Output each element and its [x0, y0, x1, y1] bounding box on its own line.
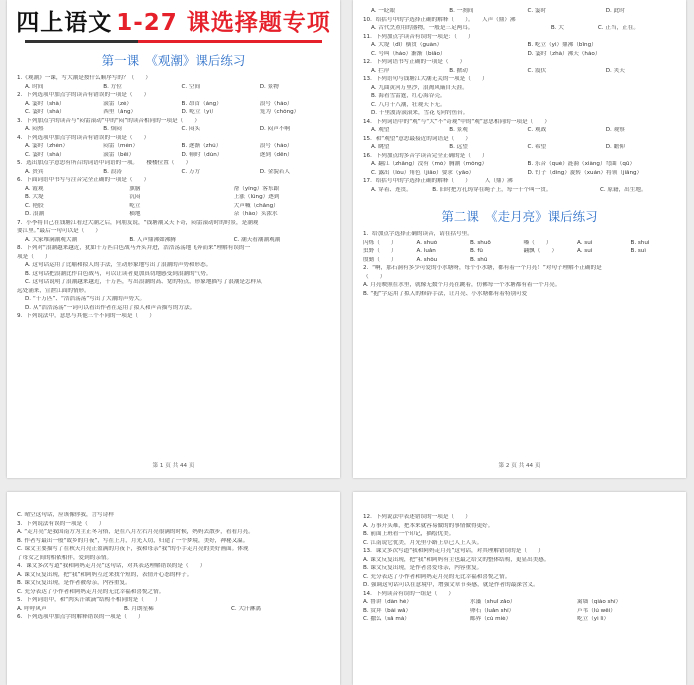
question: 1.《观潮》一课，写大潮是按什么顺序写的？（ ）: [17, 75, 151, 81]
options-row: [17, 101, 330, 110]
question-continued: 项是（ ）: [17, 253, 51, 260]
options-row: [363, 170, 676, 179]
option: A. 九曲黄河万里沙，浪淘风簸自天涯。: [371, 84, 468, 91]
document-page-3: [7, 492, 340, 685]
pinyin-word: 嗓（ ）: [523, 239, 552, 246]
option: A. 穿着、连贯。: [371, 186, 412, 193]
option: A. 霞观: [25, 185, 44, 192]
option: A. 时间: [25, 83, 44, 90]
options-row: [363, 144, 676, 153]
option: 篱墙（qiáo shí）: [577, 599, 622, 605]
option: 上涨（lǜng）逐到: [233, 194, 280, 200]
options-row: [363, 8, 676, 17]
options-row: [17, 109, 330, 118]
option: B. 掀动: [449, 67, 468, 74]
option: A. shuò: [416, 239, 438, 246]
option: C. 闷头: [181, 126, 201, 132]
option: C. 撒么（sǎ mà）: [363, 616, 410, 622]
options-row: [363, 127, 676, 136]
option: A. 鲁讲（dàn hé）: [363, 599, 412, 605]
options-row: [363, 248, 676, 257]
option: B. shuō: [470, 239, 491, 246]
option: A. 闷热: [25, 126, 44, 132]
option: A. 这句话运用了比喻和拟人的手法，生动形象地写出了浪潮的声势和形态。: [25, 262, 212, 268]
question: 13．课文多次写道“我和阿妈走月亮”这句话，对其理解错误的是（ ）: [363, 548, 544, 554]
options-row: [363, 25, 676, 34]
option-continued: 了母女之间的相依相伴，爱到的亲情。: [17, 554, 113, 561]
option: B. 课文反复出现，是作者喜爱母亲，内容重复。: [363, 565, 483, 571]
option: B. shū: [470, 256, 488, 263]
option: C. 空间: [181, 83, 201, 90]
document-page-4: [353, 492, 686, 685]
lesson-title: 第一课 《观潮》课后练习: [101, 53, 246, 68]
question: 4．下列选项中加点字的读音有错误的一项是（ ）: [17, 134, 150, 141]
option: A. 霎时（zhèn）: [25, 143, 69, 149]
option: A. 课文反复出现，把“我”和阿妈互过来找个短的，表情开心态的样子。: [17, 571, 193, 578]
option: D. 浪潮: [25, 211, 45, 217]
option: B. 前面上班看一个印记，描绘优美。: [363, 531, 455, 537]
options-row: [17, 143, 330, 152]
question: 17．给括号中的字选择正确的解释（ ） 人（鼎）沸: [363, 178, 513, 184]
option: D. 强调这句话可以在意境中，增强文章节奏感，就是作者的最深含义。: [363, 582, 539, 588]
option: C. 潮天看潮潮观潮: [233, 236, 281, 243]
question: 13．下列语句与钱塘江大潮无关的一项是（ ）: [363, 76, 488, 82]
option: B. 这句话把浪潮比作白色战马，可以让读者更加真切地感受到浪潮的气势。: [25, 270, 212, 277]
option: D. 景物: [259, 83, 279, 90]
option: A. 月亮映照在水里，就像无数个月亮在跳着，仿佛每一个水塘都有着一个月亮。: [363, 282, 561, 288]
option: D. 顿时（dùn）: [181, 151, 223, 158]
option: C. 万方: [181, 168, 201, 175]
options-row: [17, 203, 330, 212]
option: B. 昂首（áng）: [181, 100, 222, 107]
page-title-banner: [17, 0, 330, 40]
options-row: [363, 608, 676, 617]
option: B. 一刹间: [449, 8, 474, 14]
options-row: [17, 606, 330, 615]
question: 2．“啊，那石洞有多少可爱的小水塘呀，每个小水塘，都有着一个月亮！”对句子理解不正确的是: [363, 265, 602, 271]
option: A. 大家堆满潮观大潮: [25, 236, 78, 243]
option: 卵石（luǎn shí）: [470, 607, 515, 614]
option: 逐到（dēn）: [259, 151, 293, 158]
option: A. 一眨眼: [371, 8, 396, 14]
options-row: [17, 211, 330, 220]
option: B. 大堤: [25, 194, 44, 200]
option: B. 景观: [449, 127, 468, 133]
question: 6．下面词语中书写与注音完全正确的一项是（ ）: [17, 177, 150, 183]
option: C. 号叫（háo）渐渐（biāo）: [371, 50, 446, 57]
option: C. 霎时（shà）: [25, 109, 65, 115]
option: A. “走月亮”是我国南方为主正冬习俗，是在八月左右月亮很满的时候，妈妈去散步，看看月亮。: [17, 529, 254, 535]
option: 滚雷（bēi）: [103, 151, 135, 158]
pinyin-word: 殷勤（ ）: [363, 256, 397, 263]
option: C. 正当，正在。: [597, 25, 639, 31]
question: 3．下列加点字的读音与“闷雷滚动”中的“闷”的读音相同的一项是（ ）: [17, 117, 200, 124]
page-title-highlight: 1-27 课选择题专项: [116, 9, 331, 36]
option: D. 屹立（yì）: [181, 109, 217, 115]
option: B. 屹立（yì）鼎沸（bīng）: [527, 42, 597, 48]
question: 2．下列选项中加点字的读音有错误的一项是（ ）: [17, 92, 150, 98]
option: 浪号（háo）: [259, 143, 293, 149]
options-row: [363, 240, 676, 249]
option: B. 赏拜（bài wǎ）: [363, 607, 412, 614]
option: C. 八月十八潮，壮观天下无。: [371, 101, 446, 108]
question: 3．下列说法有误的一项是（ ）: [17, 520, 105, 527]
options-row: [363, 257, 676, 266]
option: 屹立（yì lì）: [577, 616, 610, 622]
pinyin-word: 闪烁（ ）: [363, 239, 397, 246]
option: 邮界（cù miè）: [470, 616, 512, 622]
page-title-main: 四上语文: [16, 9, 113, 36]
option: C. 原籍，出生地。: [599, 186, 647, 193]
options-row: [17, 152, 330, 161]
option: A. 呼呼风声: [17, 605, 47, 612]
option: B. fǔ: [470, 248, 483, 254]
question: 6．下列选项中加点字的解释错误的一项是（ ）: [17, 614, 144, 620]
option: A. luǎn: [416, 248, 436, 254]
options-row: [363, 51, 676, 60]
question: 11．下列加点字读音有误的一项是：（ ）: [363, 33, 474, 40]
option: C. 大汗淋漓: [231, 605, 261, 612]
question: 1．给加点字选择正确的读音，请在括号里。: [363, 231, 473, 237]
option: A. 霎时（shà）: [25, 100, 65, 107]
option: A. 眺望: [371, 144, 390, 150]
document-page-1: [7, 0, 340, 478]
pinyin-word: 翻飘（ ）: [523, 248, 558, 254]
option: 沉闷: [129, 194, 141, 200]
option: D. “千万匹”、“浩浩荡荡”写出了大潮的声势大。: [25, 296, 146, 302]
option: D. 观察: [605, 127, 625, 133]
option: C. 艳胶: [25, 202, 44, 209]
options-row: [17, 194, 330, 203]
options-row: [363, 42, 676, 51]
option: A. 万事开头难，把本来就容易做的的事情做得更好。: [363, 522, 494, 529]
option: D. 钉子（dìng）旋转（xuán）将领（jiāng）: [527, 169, 643, 176]
options-row: [363, 616, 676, 625]
pinyin-word: 虫野（ ）: [363, 248, 397, 254]
question-continued: （ ）: [363, 273, 386, 280]
option: B. 旧时把方孔铸穿在绳子上，每一千个叫一贯。: [432, 186, 552, 193]
option: B. 课文反复出现，是作者被母亲，内容重复。: [17, 580, 131, 586]
option: D. 千里波涛滚滚来，雪花飞向钓鱼台。: [371, 110, 469, 116]
question: 14．下列词语中的“观”与“大”不“奇观”中的“观”意思相同的一项是（ ）: [363, 118, 550, 125]
option: C. 充分表达了小作者和阿妈走月亮的无比幸福和喜悦之情。: [363, 573, 511, 580]
option: B. shuì: [630, 239, 650, 246]
option: 横地: [129, 211, 141, 217]
option: A. suì: [577, 239, 593, 246]
option: B. 大: [550, 25, 564, 31]
text-line: C. 晴空这句话，应该像你我，言写诗样: [17, 512, 114, 518]
option-continued: 远处涌来，宣泄江面的情形。: [17, 287, 90, 294]
options-row: [363, 161, 676, 170]
option: 芦苇（lú wěi）: [577, 607, 616, 614]
question-continued: 要江里。”最后一句可以是（ ）: [17, 228, 102, 234]
question: 12．下列说法中表述错误的一项是（ ）: [363, 514, 471, 520]
option: D. 金貌若人: [259, 168, 290, 175]
option: B. 方位: [103, 83, 122, 90]
question: 5．选出加点字意思有所召的词语中词语的一项。 楼楼位置（ ）: [17, 160, 192, 166]
option: D. 瞻仰: [605, 144, 625, 150]
option: B. 海看雪雷霆，红心海谷壳。: [371, 93, 446, 99]
options-row: [17, 84, 330, 93]
option: A. 大堤（dī）横贯（guàn）: [371, 42, 443, 48]
question: 8．下列对“浪潮越来越近，犹如千万匹白色战马齐头并进，浩浩荡荡地飞奔而来”理解有误的一: [17, 245, 251, 251]
option: B. 月朗星稀: [124, 605, 154, 612]
options-row: [17, 186, 330, 195]
option: C. 希望: [527, 144, 547, 150]
option: B. “抱”字运用了拟人的修辞手法，让月亮、小水塘都有着特别可爱: [363, 290, 528, 297]
option: A. shǒu: [416, 256, 438, 263]
question: 5．下列词语中，和“肉头汗欲滴”结构不相同的是（ ）: [17, 597, 161, 603]
question: 7．小李将自己在钱塘江看过大潮之后，向朋友说，“钱塘潮又天下奇，闷雷滚动时的时景，是潮观: [17, 219, 259, 226]
option: C. 霎时: [527, 8, 547, 14]
option: A. 翻江（zhǎng）没有（mò）胸潮（mǒng）: [371, 161, 488, 167]
option: B. 逐渐（zhú）: [181, 143, 222, 149]
option: B. 远望: [449, 144, 468, 150]
option: B. 作者写最出一般“故乡的月夜”，写在上月，月光人切，归途了一个梦境，美好，神秘又温。: [17, 537, 249, 544]
question: 14．下列读音有误的一组是（ ）: [363, 590, 455, 597]
question: 9．下列说法中，意思与其他三个不同的一项是（ ）: [17, 313, 155, 319]
option: A. 观望: [371, 127, 390, 133]
option: C. 观战: [527, 127, 547, 133]
question: 16．下列加点的多音字读音完全正确的是（ ）: [363, 152, 488, 159]
option: C. 课文主要描写了在秋天月亮正盈满的月夜下，我和母亲“我”的小手走月亮的美好画面。体现: [17, 546, 249, 552]
options-row: [17, 169, 330, 178]
title-underline: [25, 40, 322, 43]
question: 15．和“观望”意思最接近的词语是（ ）: [363, 135, 472, 142]
options-row: [17, 126, 330, 135]
question: 12．下列词语书写正确的一项是（ ）: [363, 59, 466, 65]
option: C. 震伏: [527, 67, 547, 74]
option: 闷雷（mèn）: [103, 143, 139, 149]
option: 水藻（shuǐ zǎo）: [470, 599, 516, 605]
option: 浪号（háo）: [259, 100, 293, 107]
options-row: [363, 187, 676, 196]
option: 帮（yíng）客东跟: [233, 185, 280, 192]
option: 杂（hào）头浓水: [233, 211, 278, 217]
option: A. suì: [577, 248, 593, 254]
page-number: 第 1 页 共 44 页: [152, 463, 195, 469]
question: 4．课文多次写道“我和阿妈走月亮”这句话，对其表达理解错误的是（ ）: [17, 563, 206, 569]
option: A. 古代烹煮用的器物，一般是三足两耳。: [371, 25, 474, 31]
option: 西里（ǎng）: [103, 109, 137, 115]
option: D. 夹天: [605, 67, 625, 74]
option: A. 课文反复出现，把“我”和阿妈有主也最之给文的整体结构，更显出美感。: [363, 556, 550, 563]
option: D. 闷声不响: [259, 126, 290, 132]
option: D. 此时: [605, 8, 625, 14]
option: D. 霎时（zhà）沸天（háo）: [527, 50, 601, 57]
option: C. 充分表达了小作者和阿妈走月亮的无比幸福和喜悦之情。: [17, 588, 165, 595]
option: B. 烦闷: [103, 126, 122, 132]
option: D. 从“浩浩荡荡”一词可以看出作者在运用了拟人和声音描写的方法。: [25, 304, 196, 311]
option: C. 露出（lòu）角色（jiǎo）要求（yāo）: [371, 169, 475, 176]
question: 10．给括号中的字选择正确的解释（ ）。 人声（鼎）沸: [363, 16, 516, 23]
option: 笼为（chǒng）: [259, 109, 300, 115]
document-page-2: [353, 0, 686, 478]
option: 旗脑: [129, 185, 141, 192]
option: C. 江南说它优美，月光里小路上草已人上人头。: [363, 539, 483, 546]
option: B. 人声鼎沸如沸腾: [129, 236, 176, 243]
option: 屹立: [129, 202, 141, 209]
option: 大声喊（chǎng）: [233, 202, 279, 209]
options-row: [363, 599, 676, 608]
option: B. suì: [630, 248, 646, 254]
option: C. 霎时（shà）: [25, 151, 65, 158]
options-row: [363, 68, 676, 77]
lesson-title: 第二课 《走月亮》课后练习: [441, 209, 598, 224]
option: B. 乐音（què）涟漪（xiàng）弯曲（qū）: [527, 161, 636, 167]
page-number: 第 2 页 共 44 页: [498, 463, 541, 469]
option: A. 贵宾: [25, 168, 44, 175]
options-row: [17, 237, 330, 246]
option: B. 浪涛: [103, 168, 122, 175]
option: A. 拦岸: [371, 67, 390, 74]
option: C. 这句话说明了浪潮越来越近，千万匹，写出浪潮的高、宽的特点，形象地描写了浪潮是怎样从: [25, 279, 262, 285]
option: 滚雷（zé）: [103, 100, 133, 107]
